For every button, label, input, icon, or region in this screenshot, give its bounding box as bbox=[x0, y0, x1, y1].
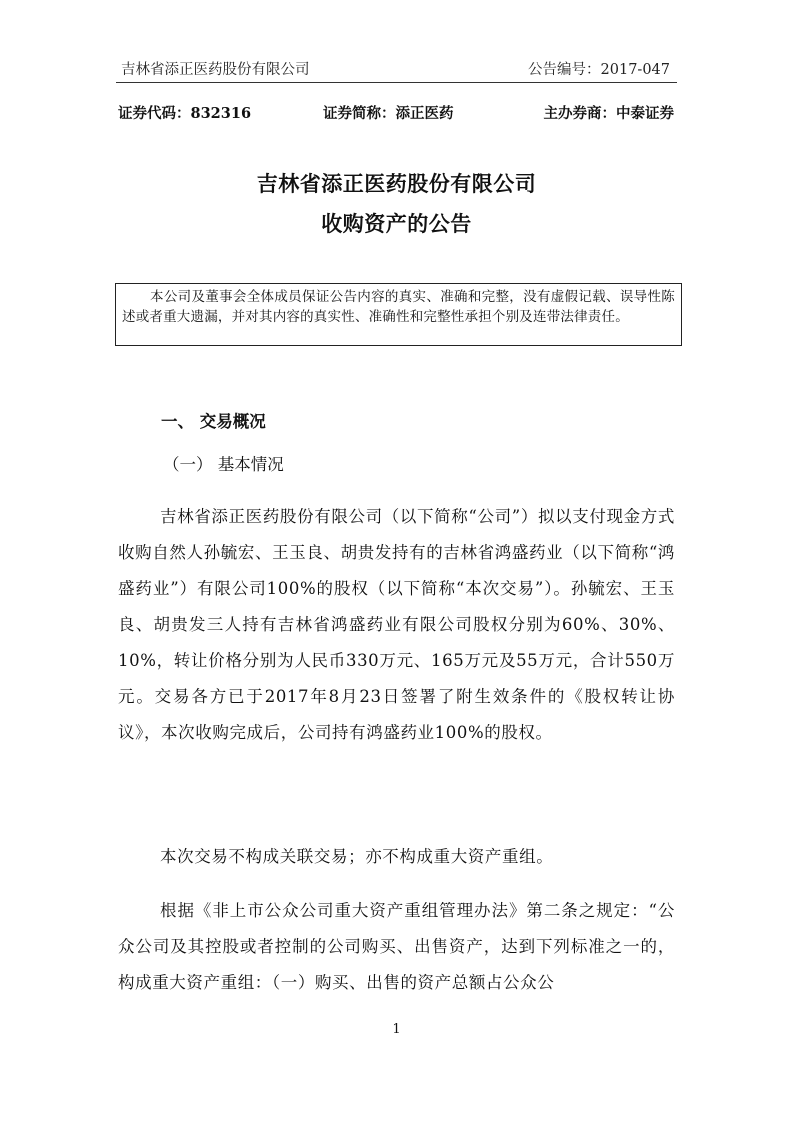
document-title-line2: 收购资产的公告 bbox=[321, 211, 472, 236]
subsection-heading: （一） 基本情况 bbox=[163, 455, 284, 474]
header-notice-number: 公告编号：2017-047 bbox=[528, 62, 670, 78]
disclaimer-box: 本公司及董事会全体成员保证公告内容的真实、准确和完整，没有虚假记载、误导性陈述或者重大遗漏，并对其内容的真实性、准确性和完整性承担个别及连带法律责任。 bbox=[115, 283, 682, 346]
securities-short-name: 证券简称：添正医药 bbox=[323, 105, 454, 122]
paragraph-regulation: 根据《非上市公众公司重大资产重组管理办法》第二条之规定：“公众公司及其控股或者控制的公司购买、出售资产，达到下列标准之一的，构成重大资产重组：（一）购买、出售的资产总额占公众公 bbox=[118, 901, 675, 992]
paragraph-basic-info: 吉林省添正医药股份有限公司（以下简称“公司”）拟以支付现金方式收购自然人孙毓宏、王玉良、胡贵发持有的吉林省鸿盛药业（以下简称“鸿盛药业”）有限公司100%的股权（以下简称“本次交易”）。孙毓宏、王玉良、胡贵发三人持有吉林省鸿盛药业有限公司股权分别为60%、30%、10%，转让价格分别为人民币330万元、165万元及55万元，合计550万元。交易各方已于2017年8月23日签署了附生效条件的《股权转让协议》，本次收购完成后，公司持有鸿盛药业100%的股权。 bbox=[118, 507, 675, 742]
securities-broker: 主办券商：中泰证券 bbox=[543, 105, 674, 122]
section-heading: 一、 交易概况 bbox=[161, 412, 266, 431]
securities-code: 证券代码：832316 bbox=[118, 105, 252, 122]
paragraph-not-related: 本次交易不构成关联交易；亦不构成重大资产重组。 bbox=[160, 847, 554, 866]
header-company: 吉林省添正医药股份有限公司 bbox=[121, 62, 310, 78]
page-number: 1 bbox=[392, 1022, 401, 1037]
header-divider bbox=[116, 82, 677, 83]
document-title-line1: 吉林省添正医药股份有限公司 bbox=[256, 171, 537, 196]
